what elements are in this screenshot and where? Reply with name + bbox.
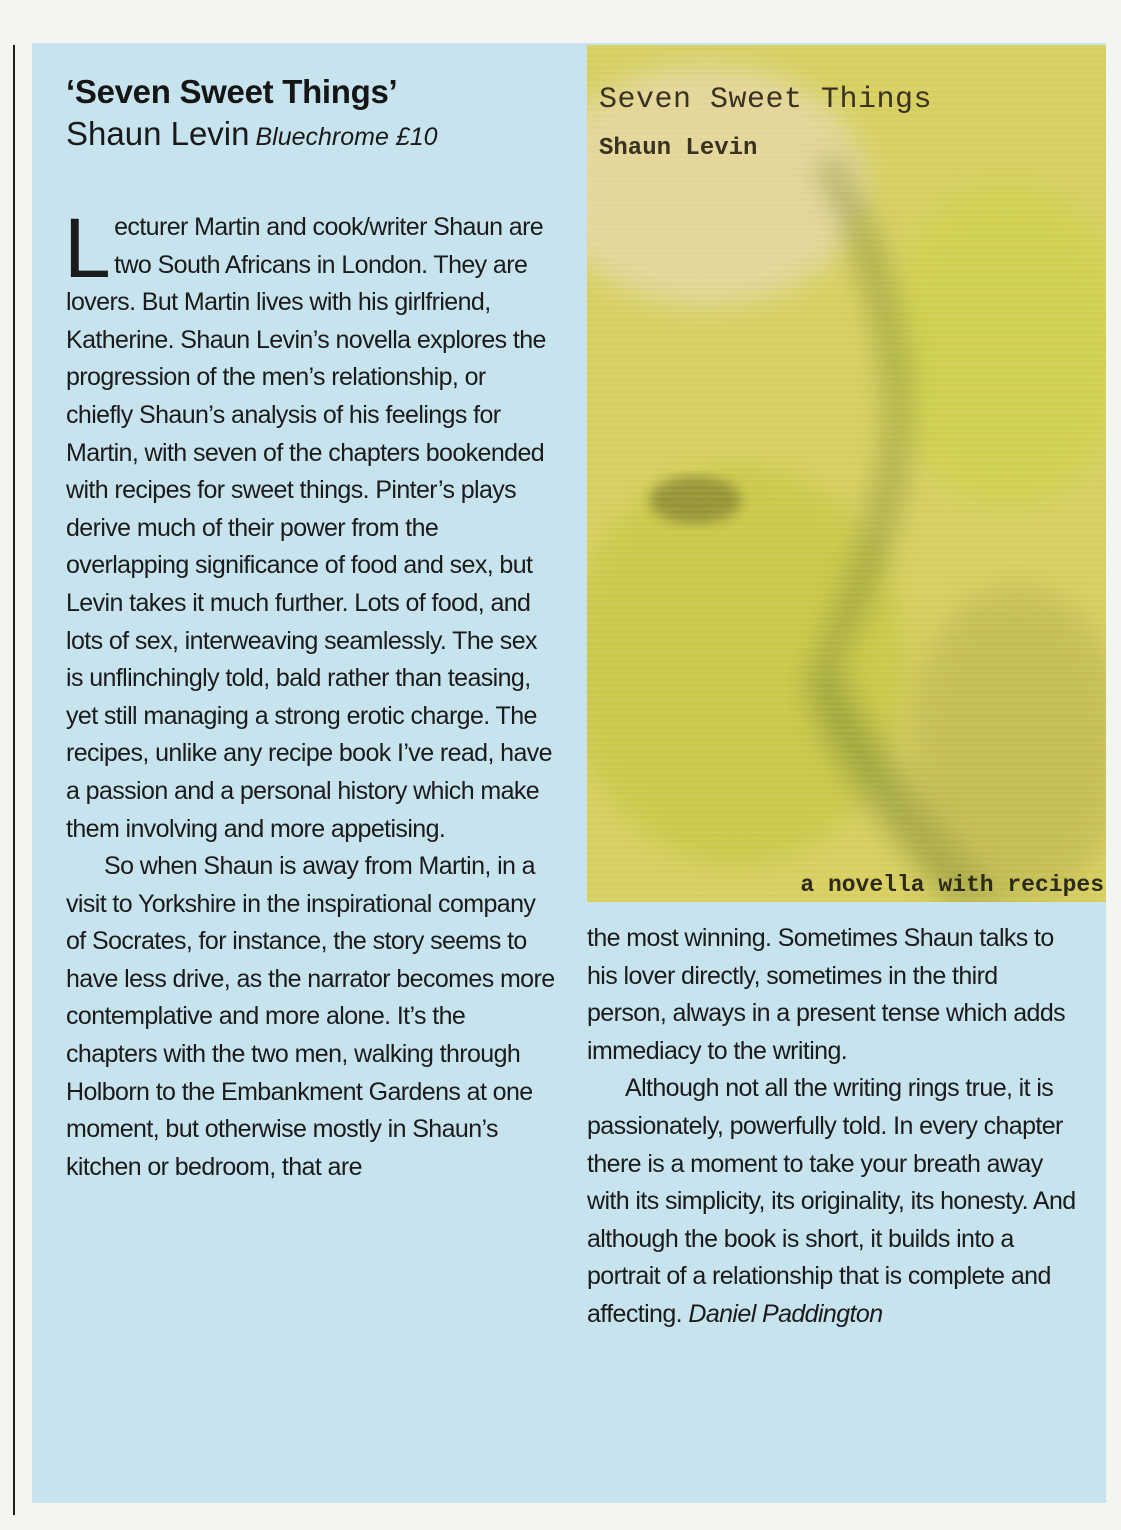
review-paragraph-2a: So when Shaun is away from Martin, in a visit to Yorkshire in the inspirational company of Socrates, for instance, the story seems to have less drive, as the narrator becomes more contemplative and more alone. It’s the chapters with the two men, walking through Holborn to the Embankment Gardens at one moment, but otherwise mostly in Shaun’s kitchen or bedroom, that are <box>66 852 555 1181</box>
cover-title: Seven Sweet Things <box>599 83 933 117</box>
review-column-2 <box>587 920 1083 1334</box>
review-column-1 <box>64 201 556 1186</box>
drop-cap: L <box>64 201 111 295</box>
reviewer-name: Daniel Paddington <box>688 1299 883 1328</box>
paragraph-3-text: Although not all the writing rings true, it is passionately, powerfully told. In every chapter there is a moment to take your breath away with its simplicity, its originality, its honesty. And although the book is short, it builds into a portrait of a relationship that is complete and affecting. <box>587 1074 1076 1328</box>
byline <box>66 114 566 157</box>
review-header <box>66 72 566 157</box>
book-title: ‘Seven Sweet Things’ <box>66 73 398 110</box>
cover-artwork <box>587 45 1106 902</box>
margin-rule <box>13 45 15 1515</box>
cover-author: Shaun Levin <box>599 135 758 162</box>
book-cover-image <box>587 45 1106 902</box>
cover-subtitle: a novella with recipes <box>800 872 1104 898</box>
review-paragraph-1 <box>64 201 556 848</box>
paragraph-1-text: ecturer Martin and cook/writer Shaun are two South Africans in London. They are lovers. But Martin lives with his girlfriend, Katherine. Shaun Levin’s novella explores the progression of the men’s relationship, or chiefly Shaun’s analysis of his feelings for Martin, with seven of the chapters bookended with recipes for sweet things. Pinter’s plays derive much of their power from the overlapping significance of food and sex, but Levin takes it much further. Lots of food, and lots of sex, interweaving seamlessly. The sex is unflinchingly told, bald rather than teasing, yet still managing a strong erotic charge. The recipes, unlike any recipe book I’ve read, have a passion and a personal history which make them involving and more appetising. <box>66 213 552 843</box>
review-paragraph-3 <box>587 1070 1083 1333</box>
author-name: Shaun Levin <box>66 115 250 152</box>
review-paragraph-2b: the most winning. Sometimes Shaun talks to his lover directly, sometimes in the third person, always in a present tense which adds immediacy to the writing. <box>587 924 1066 1065</box>
publisher-price: Bluechrome £10 <box>255 123 438 151</box>
